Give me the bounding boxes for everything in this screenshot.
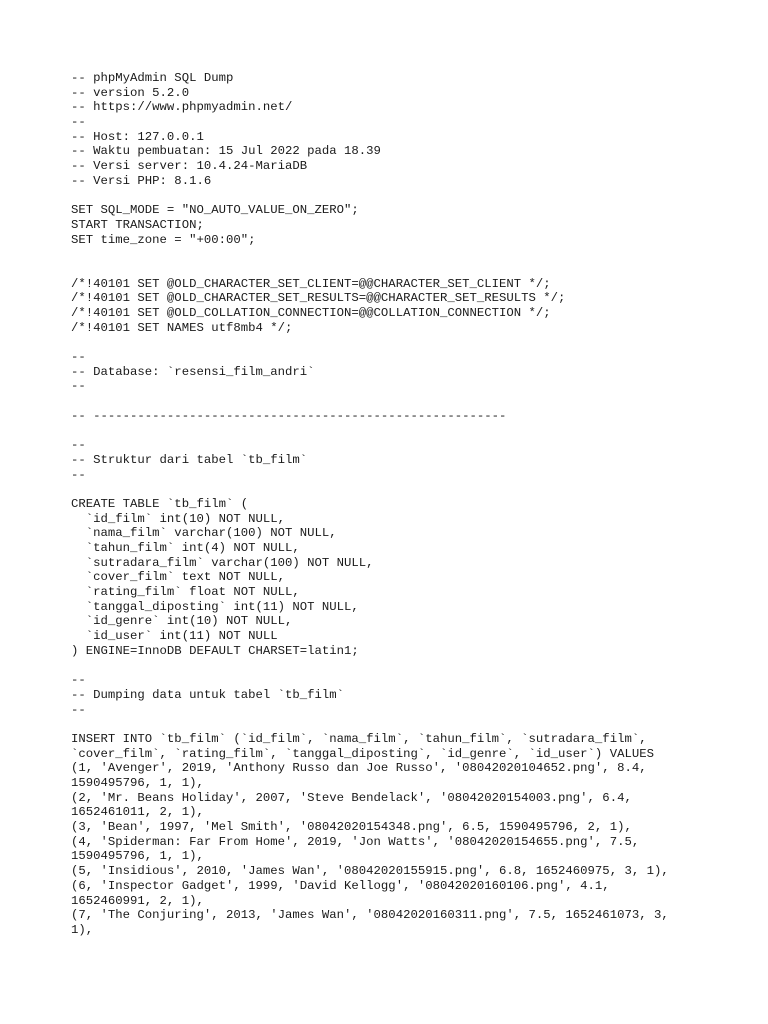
insert-row-line: (3, 'Bean', 1997, 'Mel Smith', '08042020154348.png', 6.5, 1590495796, 2, 1), — [71, 820, 632, 835]
comment-line: -- Dumping data untuk tabel `tb_film` — [71, 687, 345, 702]
column-definition-line: `id_genre` int(10) NOT NULL, — [71, 614, 293, 629]
comment-line: -- Struktur dari tabel `tb_film` — [71, 452, 308, 467]
comment-line: -- Versi PHP: 8.1.6 — [71, 173, 212, 188]
separator-line: -- -------------------------------------------------------- — [71, 408, 507, 423]
sql-statement-line: /*!40101 SET NAMES utf8mb4 */; — [71, 320, 293, 335]
insert-row-line: (2, 'Mr. Beans Holiday', 2007, 'Steve Bendelack', '08042020154003.png', 6.4, — [71, 790, 632, 805]
blank-line — [71, 482, 751, 497]
blank-line — [71, 394, 751, 409]
column-definition-line: `sutradara_film` varchar(100) NOT NULL, — [71, 555, 374, 570]
comment-line: -- version 5.2.0 — [71, 85, 190, 100]
sql-statement-line: /*!40101 SET @OLD_CHARACTER_SET_CLIENT=@@CHARACTER_SET_CLIENT */; — [71, 276, 551, 291]
comment-line: -- phpMyAdmin SQL Dump — [71, 71, 234, 85]
column-definition-line: `rating_film` float NOT NULL, — [71, 585, 300, 600]
insert-row-line: (5, 'Insidious', 2010, 'James Wan', '08042020155915.png', 6.8, 1652460975, 3, 1), — [71, 864, 669, 879]
insert-row-line: (7, 'The Conjuring', 2013, 'James Wan', '08042020160311.png', 7.5, 1652461073, 3, — [71, 908, 669, 923]
comment-line: -- — [71, 115, 86, 130]
column-definition-line: `tanggal_diposting` int(11) NOT NULL, — [71, 599, 359, 614]
blank-line — [71, 247, 751, 262]
blank-line — [71, 424, 751, 439]
comment-line: -- https://www.phpmyadmin.net/ — [71, 100, 293, 115]
create-table-end-line: ) ENGINE=InnoDB DEFAULT CHARSET=latin1; — [71, 643, 359, 658]
insert-row-line: 1590495796, 1, 1), — [71, 849, 204, 864]
blank-line — [71, 189, 751, 204]
create-table-line: CREATE TABLE `tb_film` ( — [71, 496, 249, 511]
column-definition-line: `cover_film` text NOT NULL, — [71, 570, 286, 585]
insert-row-line: (1, 'Avenger', 2019, 'Anthony Russo dan Joe Russo', '08042020104652.png', 8.4, — [71, 761, 647, 776]
insert-row-line: (4, 'Spiderman: Far From Home', 2019, 'Jon Watts', '08042020154655.png', 7.5, — [71, 834, 640, 849]
insert-row-line: 1), — [71, 922, 94, 937]
column-definition-line: `tahun_film` int(4) NOT NULL, — [71, 541, 300, 555]
insert-row-line: 1652461011, 2, 1), — [71, 805, 204, 820]
comment-line: -- — [71, 379, 86, 394]
insert-statement-line: `cover_film`, `rating_film`, `tanggal_diposting`, `id_genre`, `id_user`) VALUES — [71, 746, 654, 761]
insert-row-line: 1590495796, 1, 1), — [71, 776, 204, 790]
sql-statement-line: /*!40101 SET @OLD_CHARACTER_SET_RESULTS=@@CHARACTER_SET_RESULTS */; — [71, 291, 566, 306]
comment-line: -- Database: `resensi_film_andri` — [71, 364, 315, 379]
comment-line: -- — [71, 438, 86, 453]
insert-statement-line: INSERT INTO `tb_film` (`id_film`, `nama_film`, `tahun_film`, `sutradara_film`, — [71, 731, 647, 746]
comment-line: -- — [71, 673, 86, 688]
sql-statement-line: SET time_zone = "+00:00"; — [71, 232, 256, 247]
insert-row-line: 1652460991, 2, 1), — [71, 893, 204, 908]
comment-line: -- — [71, 467, 86, 482]
sql-statement-line: SET SQL_MODE = "NO_AUTO_VALUE_ON_ZERO"; — [71, 203, 359, 218]
column-definition-line: `id_film` int(10) NOT NULL, — [71, 511, 286, 526]
blank-line — [71, 335, 751, 350]
comment-line: -- Waktu pembuatan: 15 Jul 2022 pada 18.39 — [71, 144, 381, 159]
blank-line — [71, 717, 751, 732]
sql-statement-line: /*!40101 SET @OLD_COLLATION_CONNECTION=@@COLLATION_CONNECTION */; — [71, 306, 551, 320]
comment-line: -- — [71, 350, 86, 365]
column-definition-line: `id_user` int(11) NOT NULL — [71, 629, 278, 644]
comment-line: -- Versi server: 10.4.24-MariaDB — [71, 159, 308, 174]
comment-line: -- Host: 127.0.0.1 — [71, 129, 204, 144]
column-definition-line: `nama_film` varchar(100) NOT NULL, — [71, 526, 337, 541]
sql-statement-line: START TRANSACTION; — [71, 217, 204, 232]
sql-dump-page — [71, 71, 751, 938]
blank-line — [71, 262, 751, 277]
comment-line: -- — [71, 702, 86, 717]
blank-line — [71, 659, 751, 674]
insert-row-line: (6, 'Inspector Gadget', 1999, 'David Kellogg', '08042020160106.png', 4.1, — [71, 878, 610, 893]
